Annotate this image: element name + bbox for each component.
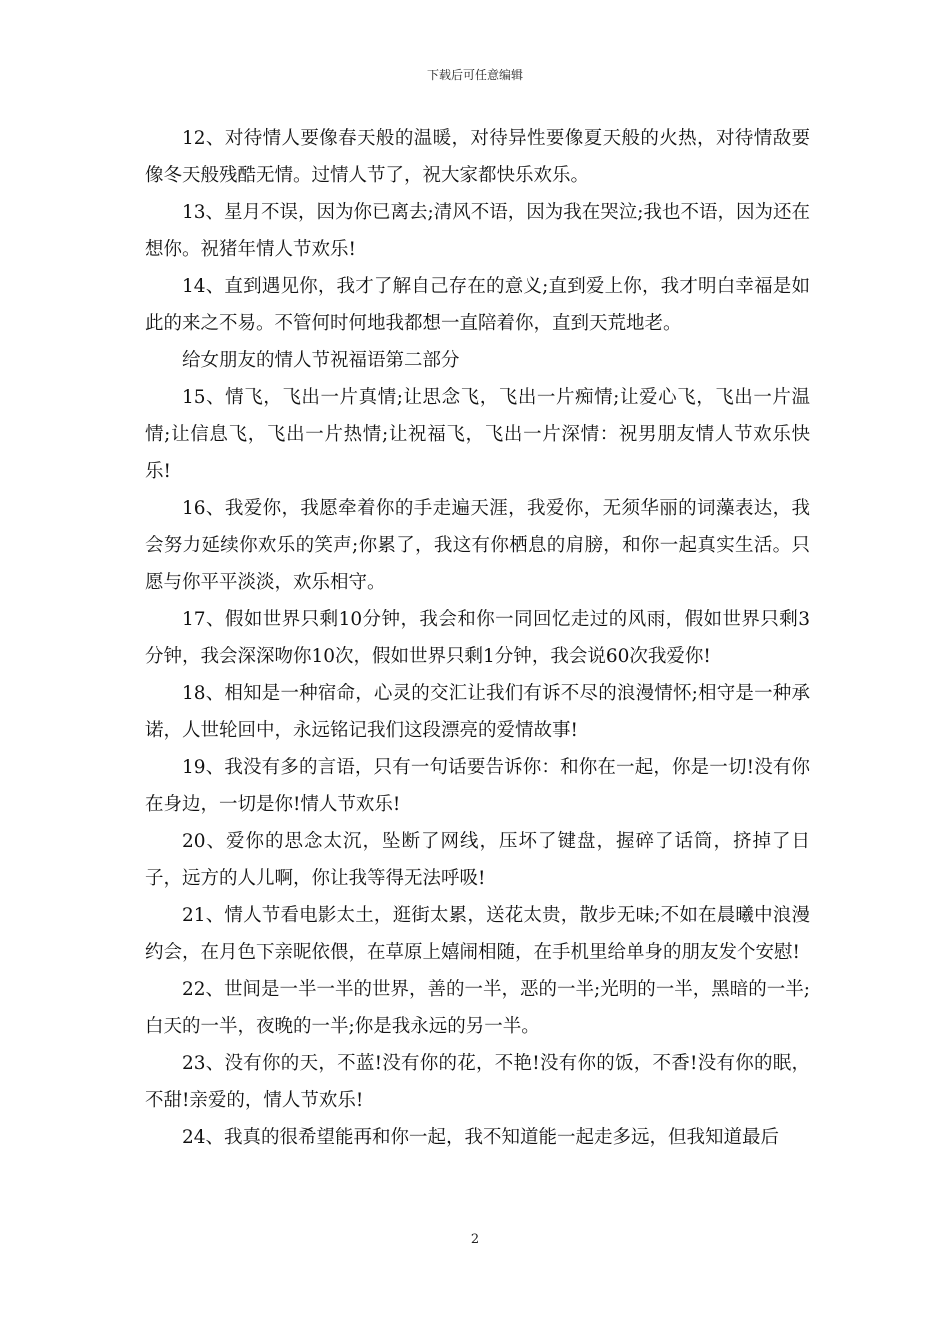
paragraph-17: 17、假如世界只剩10分钟，我会和你一同回忆走过的风雨，假如世界只剩3分钟，我会深深吻你10次，假如世界只剩1分钟，我会说60次我爱你!	[145, 609, 810, 667]
paragraph-18: 18、相知是一种宿命，心灵的交汇让我们有诉不尽的浪漫情怀;相守是一种承诺，人世轮回中，永远铭记我们这段漂亮的爱情故事!	[145, 683, 810, 741]
paragraph-16: 16、我爱你，我愿牵着你的手走遍天涯，我爱你，无须华丽的词藻表达，我会努力延续你欢乐的笑声;你累了，我这有你栖息的肩膀，和你一起真实生活。只愿与你平平淡淡，欢乐相守。	[145, 498, 810, 593]
paragraph-21: 21、情人节看电影太土，逛街太累，送花太贵，散步无味;不如在晨曦中浪漫约会，在月色下亲昵依偎，在草原上嬉闹相随，在手机里给单身的朋友发个安慰!	[145, 905, 810, 963]
page-header: 下载后可任意编辑	[426, 68, 523, 82]
paragraph-23: 23、没有你的天，不蓝!没有你的花，不艳!没有你的饭，不香!没有你的眠，不甜!亲爱的，情人节欢乐!	[145, 1053, 810, 1111]
document-body	[145, 120, 810, 1156]
paragraph-12: 12、对待情人要像春天般的温暖，对待异性要像夏天般的火热，对待情敌要像冬天般残酷无情。过情人节了，祝大家都快乐欢乐。	[145, 128, 810, 186]
page-number: 2	[470, 1232, 480, 1247]
paragraph-13: 13、星月不误，因为你已离去;清风不语，因为我在哭泣;我也不语，因为还在想你。祝猪年情人节欢乐!	[145, 202, 811, 260]
paragraph-24: 24、我真的很希望能再和你一起，我不知道能一起走多远，但我知道最后	[182, 1127, 780, 1148]
section-heading: 给女朋友的情人节祝福语第二部分	[182, 350, 460, 371]
paragraph-15: 15、情飞，飞出一片真情;让思念飞，飞出一片痴情;让爱心飞，飞出一片温情;让信息飞，飞出一片热情;让祝福飞，飞出一片深情：祝男朋友情人节欢乐快乐!	[145, 387, 810, 482]
paragraph-19: 19、我没有多的言语，只有一句话要告诉你：和你在一起，你是一切!没有你在身边，一切是你!情人节欢乐!	[145, 757, 810, 815]
paragraph-22: 22、世间是一半一半的世界，善的一半，恶的一半;光明的一半，黑暗的一半;白天的一半，夜晚的一半;你是我永远的另一半。	[145, 979, 811, 1037]
paragraph-20: 20、爱你的思念太沉，坠断了网线，压坏了键盘，握碎了话筒，挤掉了日子，远方的人儿啊，你让我等得无法呼吸!	[145, 831, 810, 889]
paragraph-14: 14、直到遇见你，我才了解自己存在的意义;直到爱上你，我才明白幸福是如此的来之不易。不管何时何地我都想一直陪着你，直到天荒地老。	[145, 276, 810, 334]
